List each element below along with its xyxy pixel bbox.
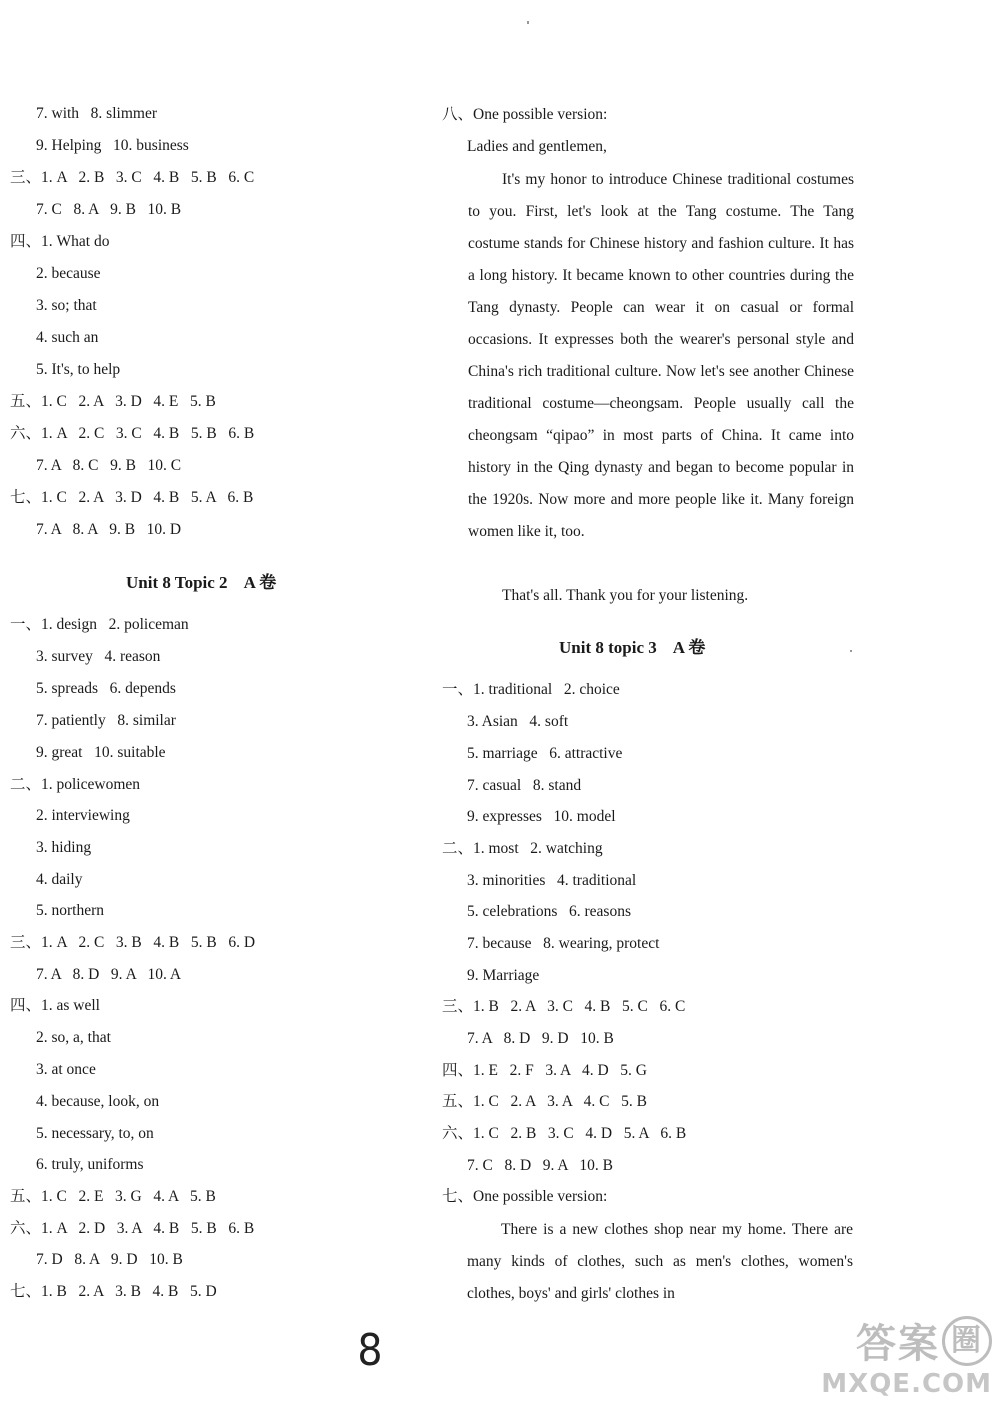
answer-line: 三、1. A 2. B 3. C 4. B 5. B 6. C (10, 169, 255, 186)
answer-line: 7. C 8. D 9. A 10. B (467, 1157, 613, 1174)
answer-line: 3. hiding (36, 839, 92, 856)
answer-line: 7. with 8. slimmer (36, 105, 157, 122)
answer-line: 五、1. C 2. A 3. D 4. E 5. B (10, 393, 216, 410)
answer-line: 3. survey 4. reason (36, 648, 161, 665)
essay-paragraph: There is a new clothes shop near my home. There are many kinds of clothes, such as men's clothes, women's clothes, boys' and girls' clothes in (467, 1221, 853, 1302)
answer-line: 五、1. C 2. A 3. A 4. C 5. B (442, 1093, 647, 1110)
answer-line: 9. Helping 10. business (36, 137, 189, 154)
answer-line: 四、1. as well (10, 997, 100, 1014)
section-heading: Unit 8 topic 3 A 卷 (559, 638, 706, 657)
answer-line: 7. because 8. wearing, protect (467, 935, 660, 952)
answer-line: 5. necessary, to, on (36, 1125, 154, 1142)
answer-line: 一、1. design 2. policeman (10, 616, 189, 633)
answer-line: 七、1. B 2. A 3. B 4. B 5. D (10, 1283, 217, 1300)
answer-line: 5. spreads 6. depends (36, 680, 176, 697)
answer-line: 7. A 8. A 9. B 10. D (36, 521, 182, 538)
answer-line: 7. casual 8. stand (467, 777, 582, 794)
answer-line: 7. A 8. D 9. D 10. B (467, 1030, 614, 1047)
answer-line: 5. northern (36, 902, 105, 919)
answer-line: 4. daily (36, 871, 83, 888)
answer-line: 2. so, a, that (36, 1029, 111, 1046)
answer-line: 五、1. C 2. E 3. G 4. A 5. B (10, 1188, 216, 1205)
answer-line: 三、1. A 2. C 3. B 4. B 5. B 6. D (10, 934, 256, 951)
answer-line: 七、1. C 2. A 3. D 4. B 5. A 6. B (10, 489, 254, 506)
salutation: Ladies and gentlemen, (467, 138, 607, 155)
section-label: 八、One possible version: (442, 106, 608, 123)
answer-line: 三、1. B 2. A 3. C 4. B 5. C 6. C (442, 998, 686, 1015)
answer-line: 5. marriage 6. attractive (467, 745, 623, 762)
watermark-logo (757, 1312, 992, 1397)
essay-paragraph: It's my honor to introduce Chinese traditional costumes to you. First, let's look at the Tang costume. The Tang costume stands for Chinese history and fashion culture. It has a long history. It became known to other countries during the Tang dynasty. People can wear it on casual or formal occasions. It expresses both the wearer's personal style and China's rich traditional culture. Now let's see another Chinese traditional costume—cheongsam. People usually call the cheongsam “qipao” in most parts of China. It came into history in the Qing dynasty and began to become popular in the 1920s. Now more and more people like it. Many foreign women like it, too. (468, 171, 854, 540)
section-label: 七、One possible version: (442, 1188, 608, 1205)
answer-line: 2. interviewing (36, 807, 130, 824)
answer-line: 7. C 8. A 9. B 10. B (36, 201, 182, 218)
answer-line: 3. Asian 4. soft (467, 713, 569, 730)
answer-line: 3. at once (36, 1061, 96, 1078)
watermark-circle-icon: 圈 (942, 1316, 992, 1366)
section-heading: Unit 8 Topic 2 A 卷 (126, 573, 277, 592)
essay-closing: That's all. Thank you for your listening. (502, 587, 749, 604)
answer-line: 一、1. traditional 2. choice (442, 681, 620, 698)
page-number: 8 (357, 1325, 383, 1376)
answer-line: 四、1. What do (10, 233, 110, 250)
answer-line: 二、1. policewomen (10, 776, 141, 793)
answer-line: 四、1. E 2. F 3. A 4. D 5. G (442, 1062, 647, 1079)
answer-line: 5. It's, to help (36, 361, 121, 378)
answer-line: 3. so; that (36, 297, 97, 314)
answer-line: 6. truly, uniforms (36, 1156, 144, 1173)
watermark-url: MXQE.COM (821, 1369, 992, 1399)
answer-line: 六、1. C 2. B 3. C 4. D 5. A 6. B (442, 1125, 687, 1142)
answer-line: 5. celebrations 6. reasons (467, 903, 631, 920)
answer-line: 9. Marriage (467, 967, 540, 984)
answer-line: 7. A 8. D 9. A 10. A (36, 966, 182, 983)
answer-line: 4. such an (36, 329, 99, 346)
watermark-text: 答案 (856, 1321, 940, 1367)
answer-line: 2. because (36, 265, 101, 282)
answer-line: 4. because, look, on (36, 1093, 160, 1110)
answer-line: 7. D 8. A 9. D 10. B (36, 1251, 183, 1268)
answer-line: 六、1. A 2. C 3. C 4. B 5. B 6. B (10, 425, 255, 442)
answer-line: 六、1. A 2. D 3. A 4. B 5. B 6. B (10, 1220, 255, 1237)
answer-line: 3. minorities 4. traditional (467, 872, 637, 889)
scan-mark (850, 650, 852, 652)
answer-line: 二、1. most 2. watching (442, 840, 603, 857)
scan-mark (527, 21, 529, 24)
answer-line: 7. A 8. C 9. B 10. C (36, 457, 182, 474)
answer-line: 7. patiently 8. similar (36, 712, 176, 729)
answer-line: 9. expresses 10. model (467, 808, 616, 825)
answer-line: 9. great 10. suitable (36, 744, 166, 761)
